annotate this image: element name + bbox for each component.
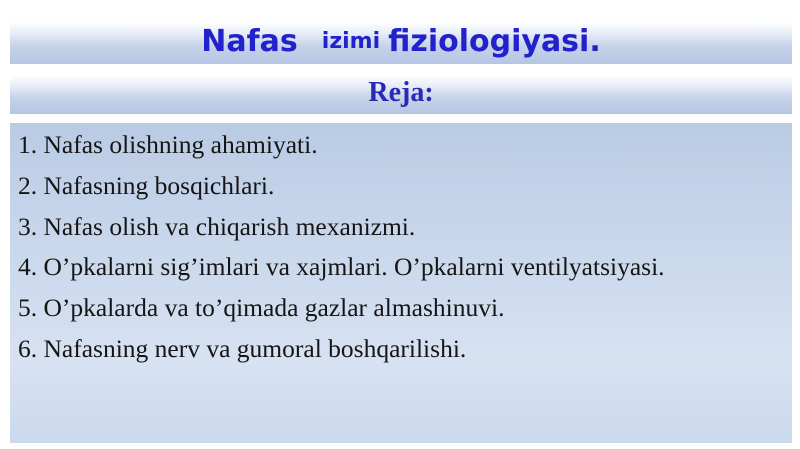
- list-item: 2. Nafasning bosqichlari.: [18, 170, 275, 200]
- subtitle-band: [10, 72, 792, 114]
- title-word-nafas: Nafas: [201, 23, 298, 59]
- list-item: 4. O’pkalarni sig’imlari va xajmlari. O’pkalarni ventilyatsiyasi.: [18, 252, 665, 282]
- list-item: 1. Nafas olishning ahamiyati.: [18, 130, 318, 159]
- list-item: 5. O’pkalarda va to’qimada gazlar almashinuvi.: [18, 293, 505, 323]
- list-item: 6. Nafasning nerv va gumoral boshqarilishi.: [18, 333, 467, 363]
- subtitle-reja: Reja:: [368, 77, 434, 108]
- list-item: 3. Nafas olish va chiqarish mexanizmi.: [18, 211, 416, 241]
- slide-title: [10, 18, 792, 64]
- title-word-izimi: izimi: [321, 28, 381, 54]
- title-word-fiziologiyasi: fiziologiyasi.: [388, 23, 601, 59]
- plan-list: [18, 128, 793, 373]
- title-band: [10, 18, 792, 64]
